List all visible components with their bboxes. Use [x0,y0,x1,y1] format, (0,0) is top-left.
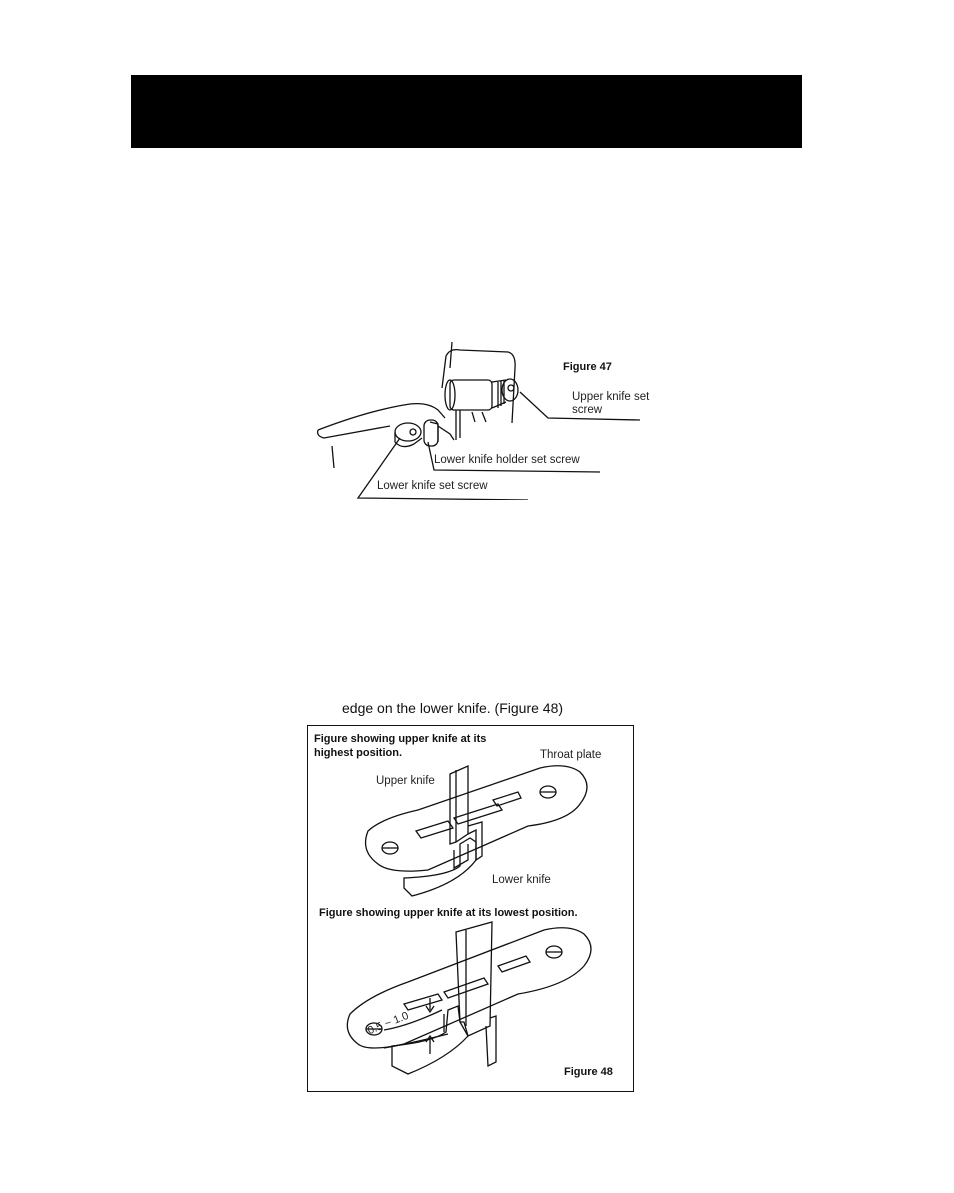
figure-48-caption: Figure 48 [564,1066,613,1078]
figure-48-bottom-title: Figure showing upper knife at its lowest position. [319,907,578,919]
lower-knife-holder-set-screw-label: Lower knife holder set screw [434,454,580,466]
figure-47 [310,338,650,500]
header-bar [131,75,802,148]
lower-knife-set-screw-label: Lower knife set screw [377,480,488,492]
upper-knife-set-screw-label: Upper knife set screw [572,391,650,416]
throat-plate-label: Throat plate [540,749,602,761]
lower-knife-label: Lower knife [492,874,551,886]
upper-knife-top [450,766,468,844]
intro-text: edge on the lower knife. (Figure 48) [342,700,564,716]
figure-48 [307,725,634,1092]
gap-dimension-label: 0.5 ~ 1.0 [366,1009,411,1038]
figure-48-top-title: Figure showing upper knife at its highest position. [314,733,487,759]
lower-knife-top [404,838,476,896]
figure-47-caption: Figure 47 [563,361,612,373]
upper-knife-label: Upper knife [376,775,435,787]
